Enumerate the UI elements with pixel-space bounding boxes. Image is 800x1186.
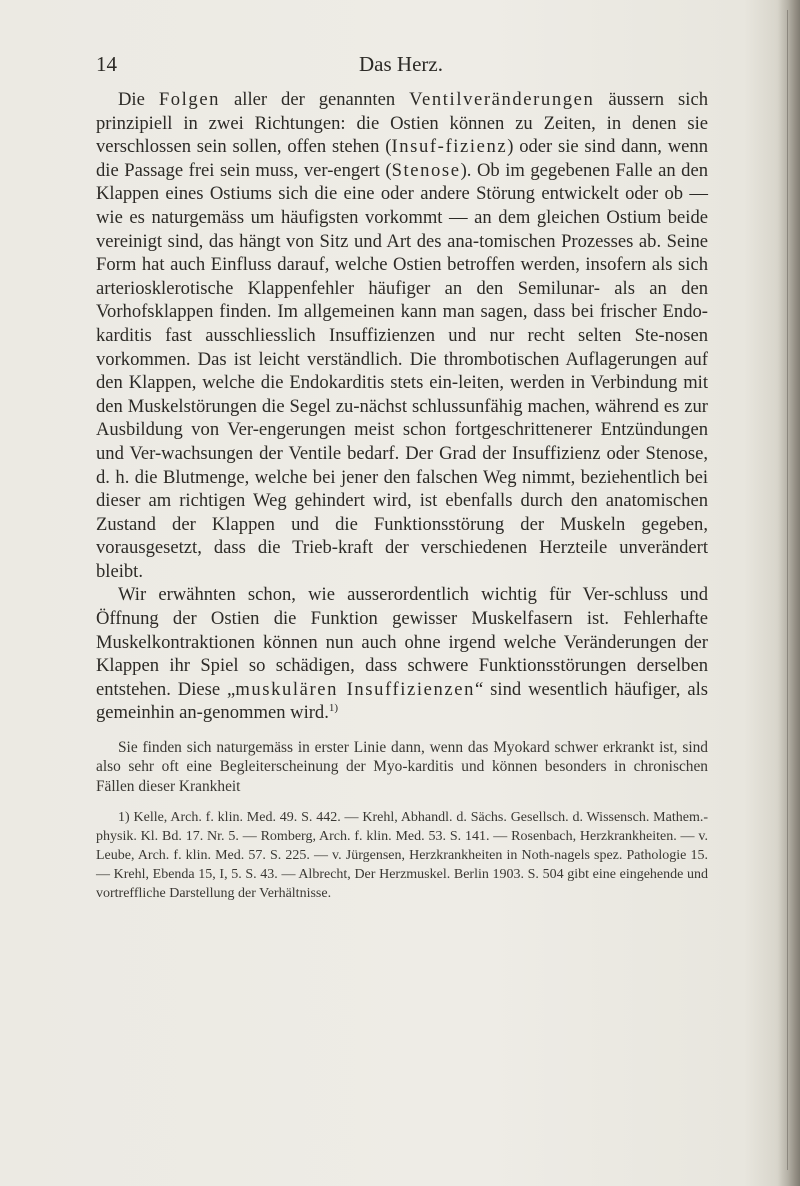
text-run: ). Ob im gegebenen Falle an den Klappen eines Ostiums sich die eine oder andere Störung entwickelt oder ob — wie es naturgemäss um häufigsten vorkommt — an dem gleichen Ostium beide vereinigt sind, das hängt von Sitz und Art des ana-tomischen Prozesses ab. Seine Form hat auch Einfluss darauf, welche Ostien betroffen werden, insofern als sich arteriosklerotische Klappenfehler häufiger an den Semilunar- als an den Vorhofsklappen finden. Im allgemeinen kann man sagen, dass bei frischer Endo-karditis fast ausschliesslich Insuffizienzen und nur recht selten Ste-nosen vorkommen. Das ist leicht verständlich. Die thrombotischen Auflagerungen auf den Klappen, welche die Endokarditis stets ein-leiten, werden in Verbindung mit den Muskelstörungen die Segel zu-nächst schlussunfähig machen, während es zur Ausbildung von Ver-engerungen meist schon fortgeschrittenerer Entzündungen und Ver-wachsungen der Ventile bedarf. Der Grad der Insuffizienz oder Stenose, d. h. die Blutmenge, welche bei jener den falschen Weg nimmt, beziehentlich bei dieser am richtigen Weg gehindert wird, ist ebenfalls durch den anatomischen Zustand der Klappen und die Funktionsstörung der Muskeln gegeben, vorausgesetzt, dass die Trieb-kraft der verschiedenen Herzteile unverändert bleibt. [96, 159, 708, 582]
footnote-reference: 1) [328, 702, 339, 715]
spaced-term: Insuf-fizienz [391, 136, 508, 158]
paragraph-muskelfasern [96, 583, 708, 725]
text-run: Die [118, 89, 159, 110]
page-number: 14 [96, 52, 117, 76]
small-paragraph: Sie finden sich naturgemäss in erster Linie dann, wenn das Myokard schwer erkrankt ist, sind also sehr oft eine Begleiterscheinung der Myo-karditis und können besonders in chronischen Fällen dieser Krankheit [96, 739, 708, 795]
spaced-term: muskulären Insuffizienzen [235, 678, 475, 700]
text-run: ) oder sie sind dann, wenn die Passage frei sein muss, ver-engert ( [96, 136, 708, 181]
main-text [96, 88, 708, 725]
small-print-section [96, 738, 708, 796]
footnotes [96, 808, 708, 903]
footnote-1: 1) Kelle, Arch. f. klin. Med. 49. S. 442. — Krehl, Abhandl. d. Sächs. Gesellsch. d. Wissensch. Mathem.-physik. Kl. Bd. 17. Nr. 5. — Romberg, Arch. f. klin. Med. 53. S. 141. — Rosenbach, Herzkrankheiten. — v. Leube, Arch. f. klin. Med. 57. S. 225. — v. Jürgensen, Herzkrankheiten in Noth-nagels spez. Pathologie 15. — Krehl, Ebenda 15, I, 5. S. 43. — Albrecht, Der Herzmuskel. Berlin 1903. S. 504 gibt eine eingehende und vortreffliche Darstellung der Verhältnisse. [96, 810, 708, 901]
page-edge-shadow [778, 0, 800, 1186]
paragraph-ventile [96, 88, 708, 583]
page-header [96, 52, 706, 82]
spaced-term: Ventilveränderungen [409, 89, 595, 110]
page-fold-line [787, 10, 788, 1170]
text-run: “ sind wesentlich häufiger, als gemeinhin an-genommen wird. [96, 678, 708, 724]
text-run: Wir erwähnten schon, wie ausserordentlich wichtig für Ver-schluss und Öffnung der Ostien die Funktion gewisser Muskelfasern ist. Fehlerhafte Muskelkontraktionen können nun auch ohne irgend welche Veränderungen der Klappen ihr Spiel so schädigen, dass schwere Funktionsstörungen derselben entstehen. Diese „ [96, 584, 708, 700]
spaced-term: Stenose [391, 159, 461, 181]
running-head: Das Herz. [359, 52, 443, 76]
text-run: aller der genannten [220, 89, 410, 110]
spaced-term: Folgen [158, 89, 221, 110]
text-run: äussern sich prinzipiell in zwei Richtungen: die Ostien können zu Zeiten, in denen sie verschlossen sein sollen, offen stehen ( [96, 89, 708, 158]
